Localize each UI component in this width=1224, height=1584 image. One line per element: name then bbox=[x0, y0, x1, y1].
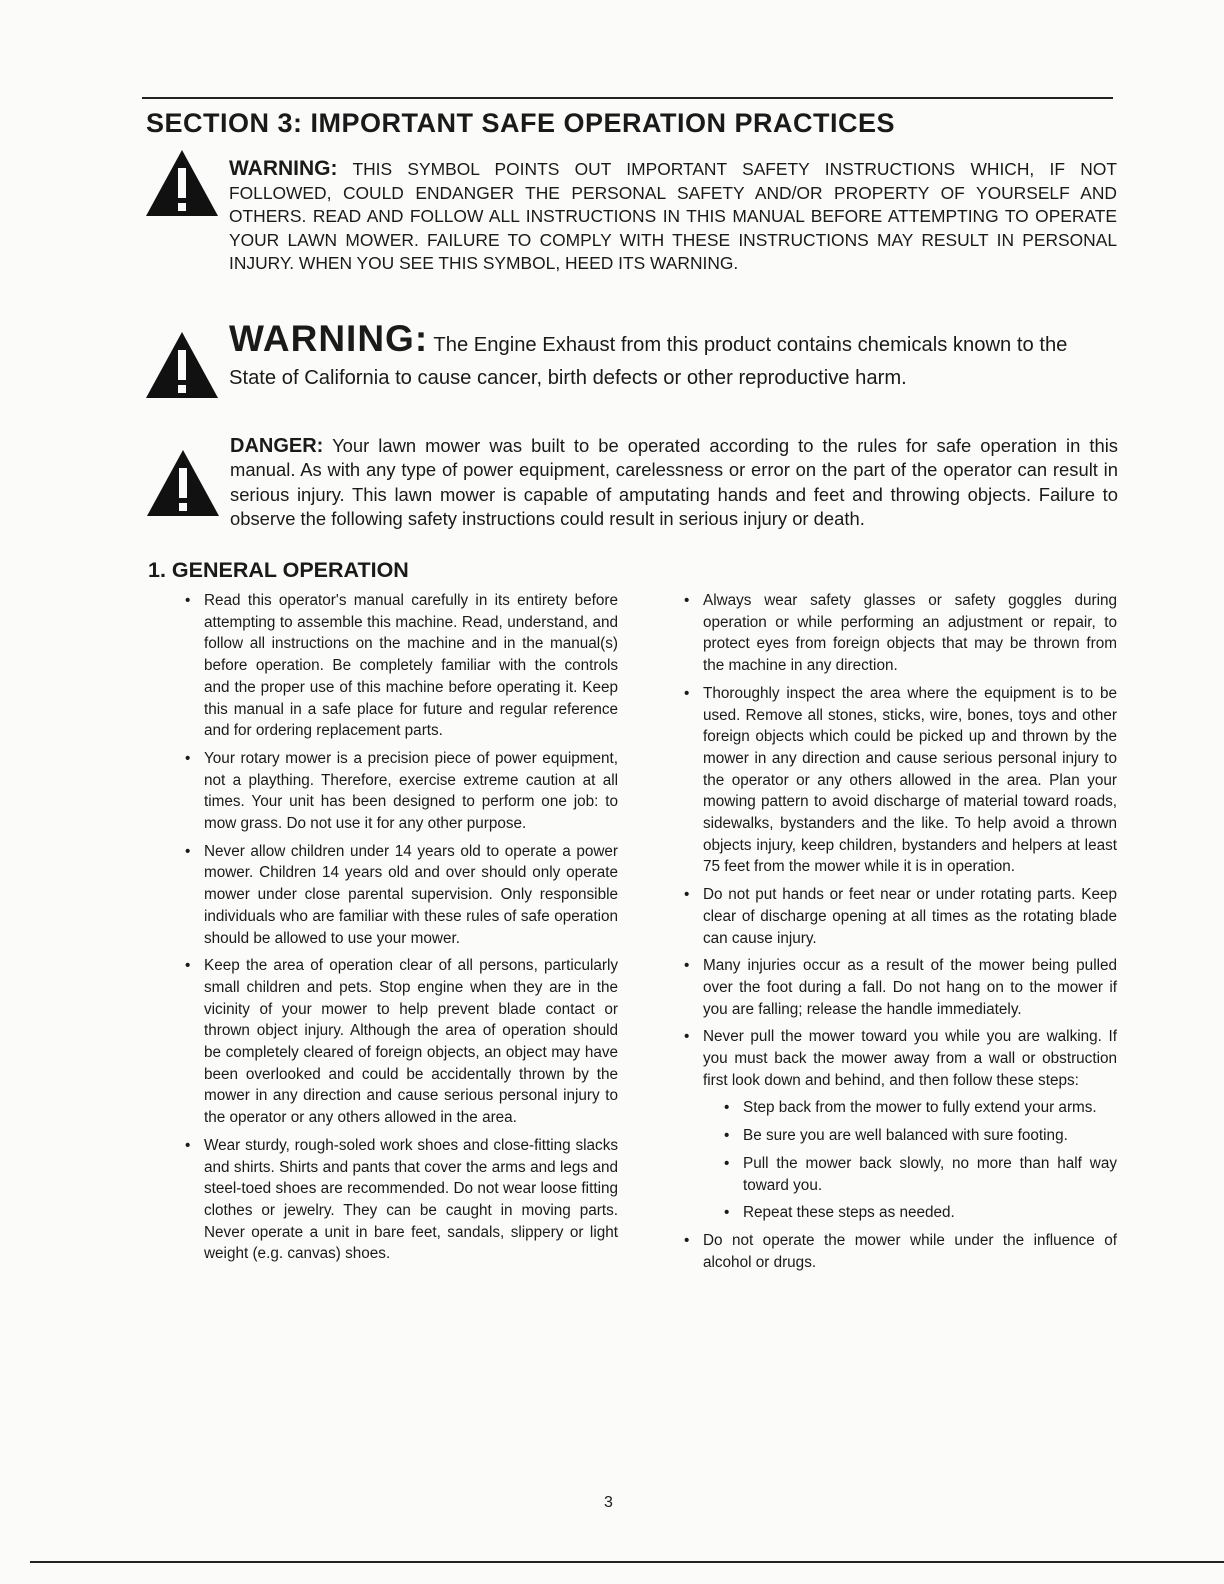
warning-label: WARNING: bbox=[229, 157, 338, 180]
warning-label: WARNING: bbox=[229, 318, 429, 359]
sub-list-item: • Be sure you are well balanced with sure footing. bbox=[743, 1125, 1117, 1147]
list-item: • Do not put hands or feet near or under rotating parts. Keep clear of discharge opening at all times as the rotating blade can cause injury. bbox=[703, 884, 1117, 949]
danger-notice bbox=[230, 434, 1118, 532]
pull-item-text: Never pull the mower toward you while you are walking. If you must back the mower away from a wall or obstruction first look down and behind, and then follow these steps: bbox=[703, 1028, 1117, 1089]
warning-symbol-notice bbox=[229, 157, 1117, 276]
sub-list-item: • Repeat these steps as needed. bbox=[743, 1202, 1117, 1224]
list-item: • Read this operator's manual carefully in its entirety before attempting to assemble this machine. Read, understand, and follow all instructions on the machine and in the manual(s) before operation. Be completely familiar with the controls and the proper use of this machine before operating it. Keep this manual in a safe place for future and regular reference and for ordering replacement parts. bbox=[204, 590, 618, 742]
danger-text: Your lawn mower was built to be operated according to the rules for safe operation in this manual. As with any type of power equipment, carelessness or error on the part of the operator can result in serious injury. This lawn mower is capable of amputating hands and feet and throwing objects. Failure to observe the following safety instructions could result in serious injury or death. bbox=[230, 435, 1118, 530]
warning-triangle-icon bbox=[144, 330, 220, 400]
list-item: • Keep the area of operation clear of all persons, particularly small children and pets. Stop engine when they are in the vicinity of your mower to help prevent blade contact or thrown object injury. Although the area of operation should be completely cleared of foreign objects, an object may have been overlooked and could be accidentally thrown by the mower in any direction and cause serious personal injury to the operator or any others allowed in the area. bbox=[204, 955, 618, 1129]
list-item: • Always wear safety glasses or safety goggles during operation or while performing an adjustment or repair, to protect eyes from foreign objects that may be thrown from the machine in any direction. bbox=[703, 590, 1117, 677]
list-item bbox=[703, 1026, 1117, 1224]
california-warning bbox=[229, 318, 1119, 395]
bottom-rule bbox=[30, 1561, 1224, 1563]
top-rule bbox=[142, 97, 1113, 99]
right-list bbox=[703, 590, 1117, 1273]
sub-list-item: • Pull the mower back slowly, no more than half way toward you. bbox=[743, 1153, 1117, 1196]
warning-triangle-icon bbox=[144, 148, 220, 218]
left-list bbox=[204, 590, 618, 1265]
pull-steps-list bbox=[743, 1097, 1117, 1224]
general-operation-heading: 1. GENERAL OPERATION bbox=[148, 558, 409, 582]
list-item: • Wear sturdy, rough-soled work shoes and close-fitting slacks and shirts. Shirts and pants that cover the arms and legs and steel-toed shoes are recommended. Do not wear loose fitting clothes or jewelry. They can be caught in moving parts. Never operate a unit in bare feet, sandals, slippery or light weight (e.g. canvas) shoes. bbox=[204, 1135, 618, 1265]
section-title: SECTION 3: IMPORTANT SAFE OPERATION PRACTICES bbox=[146, 108, 896, 138]
list-item: • Do not operate the mower while under the influence of alcohol or drugs. bbox=[703, 1230, 1117, 1273]
warning-text: THIS SYMBOL POINTS OUT IMPORTANT SAFETY INSTRUCTIONS WHICH, IF NOT FOLLOWED, COULD ENDANGER THE PERSONAL SAFETY AND/OR PROPERTY OF YOURSELF AND OTHERS. READ AND FOLLOW ALL INSTRUCTIONS IN THIS MANUAL BEFORE ATTEMPTING TO OPERATE YOUR LAWN MOWER. FAILURE TO COMPLY WITH THESE INSTRUCTIONS MAY RESULT IN PERSONAL INJURY. WHEN YOU SEE THIS SYMBOL, HEED ITS WARNING. bbox=[229, 159, 1117, 274]
list-item: • Thoroughly inspect the area where the equipment is to be used. Remove all stones, sticks, wire, bones, toys and other foreign objects which could be picked up and thrown by the mower in any direction and cause serious personal injury to the operator or any others allowed in the area. Plan your mowing pattern to avoid discharge of material toward roads, sidewalks, bystanders and the like. To help avoid a thrown objects injury, keep children, bystanders and helpers at least 75 feet from the mower while it is in operation. bbox=[703, 683, 1117, 878]
danger-label: DANGER: bbox=[230, 435, 324, 457]
list-item: • Many injuries occur as a result of the mower being pulled over the foot during a fall. Do not hang on to the mower if you are falling; release the handle immediately. bbox=[703, 955, 1117, 1020]
page-number: 3 bbox=[604, 1494, 613, 1511]
list-item: • Never allow children under 14 years old to operate a power mower. Children 14 years old and over should only operate mower under close parental supervision. Only responsible individuals who are familiar with these rules of safe operation should be allowed to use your mower. bbox=[204, 841, 618, 950]
warning-triangle-icon bbox=[145, 448, 221, 518]
list-item: • Your rotary mower is a precision piece of power equipment, not a plaything. Therefore, exercise extreme caution at all times. Your unit has been designed to perform one job: to mow grass. Do not use it for any other purpose. bbox=[204, 748, 618, 835]
sub-list-item: • Step back from the mower to fully extend your arms. bbox=[743, 1097, 1117, 1119]
warning-text: The Engine Exhaust from this product contains chemicals known to the State of California to cause cancer, birth defects or other reproductive harm. bbox=[229, 334, 1068, 389]
right-column bbox=[703, 590, 1117, 1279]
left-column bbox=[204, 590, 618, 1271]
